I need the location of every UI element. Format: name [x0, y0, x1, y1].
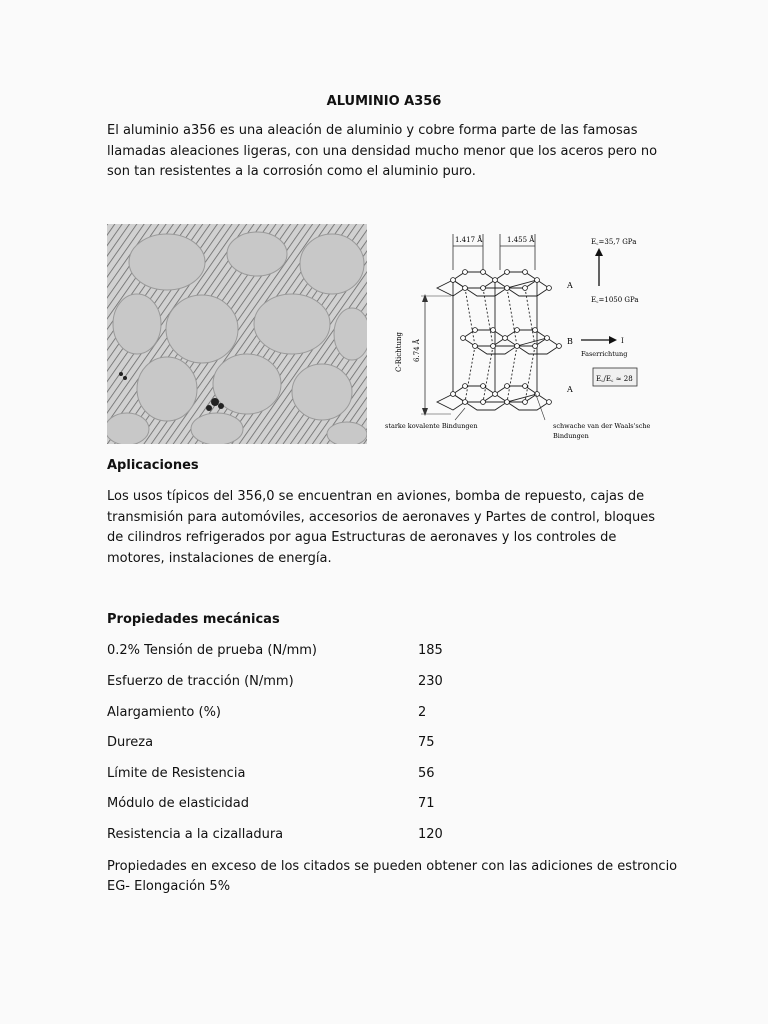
c-distance-label: 6.74 Å	[413, 339, 421, 362]
property-value: 2	[418, 705, 427, 720]
property-value: 71	[418, 796, 435, 811]
ef-label: E꜀=1050 GPa	[591, 296, 639, 304]
property-label: Dureza	[107, 735, 154, 750]
property-value: 230	[418, 674, 443, 689]
property-value: 56	[418, 766, 435, 781]
layer-b: B	[567, 337, 573, 346]
weak-bonds-label-1: schwache van der Waals'sche	[553, 422, 650, 430]
strong-bonds-label: starke kovalente Bindungen	[385, 422, 478, 430]
property-label: Resistencia a la cizalladura	[107, 827, 284, 842]
property-row	[107, 766, 667, 786]
property-value: 185	[418, 643, 443, 658]
properties-heading: Propiedades mecánicas	[107, 612, 280, 627]
dimension-label-1: 1.417 Å	[455, 236, 483, 244]
property-label: Alargamiento (%)	[107, 705, 221, 720]
intro-paragraph: El aluminio a356 es una aleación de aluminio y cobre forma parte de las famosas llamadas aleaciones ligeras, con una densidad mucho menor que los aceros pero no son tan resistentes a la corrosión como el aluminio puro.	[107, 123, 658, 179]
property-label: 0.2% Tensión de prueba (N/mm)	[107, 643, 317, 658]
applications-heading: Aplicaciones	[107, 458, 199, 473]
fiber-arrow-label: I	[621, 337, 624, 345]
weak-bonds-label-2: Bindungen	[553, 432, 589, 440]
property-row	[107, 705, 667, 725]
property-row	[107, 674, 667, 694]
property-row	[107, 796, 667, 816]
property-label: Límite de Resistencia	[107, 766, 246, 781]
layer-a-top: A	[567, 281, 573, 290]
c-direction-label: C-Richtung	[395, 332, 403, 372]
property-value: 120	[418, 827, 443, 842]
ec-label: E꜀=35,7 GPa	[591, 238, 637, 246]
property-row	[107, 827, 667, 847]
fiber-direction-label: Faserrichtung	[581, 350, 628, 358]
property-value: 75	[418, 735, 435, 750]
footer-note: Propiedades en exceso de los citados se pueden obtener con las adiciones de estroncio	[107, 859, 678, 874]
page-title: ALUMINIO A356	[326, 94, 442, 109]
dimension-label-2: 1.455 Å	[507, 236, 535, 244]
applications-paragraph: Los usos típicos del 356,0 se encuentran en aviones, bomba de repuesto, cajas de transmisión para automóviles, accesorios de aeronaves y Partes de control, bloques de cilindros refrigerados por agua Estructuras de aeronaves y los controles de motores, instalaciones de energía.	[107, 489, 656, 566]
layer-a-bottom: A	[567, 385, 573, 394]
property-row	[107, 735, 667, 755]
property-label: Esfuerzo de tracción (N/mm)	[107, 674, 294, 689]
modulus-ratio-label: E꜀/E꜀ ≈ 28	[596, 375, 633, 383]
property-row	[107, 643, 667, 663]
graphite-structure-diagram	[385, 222, 650, 457]
property-label: Módulo de elasticidad	[107, 796, 250, 811]
footer-note-2: EG- Elongación 5%	[107, 879, 231, 894]
microstructure-image	[107, 224, 367, 444]
